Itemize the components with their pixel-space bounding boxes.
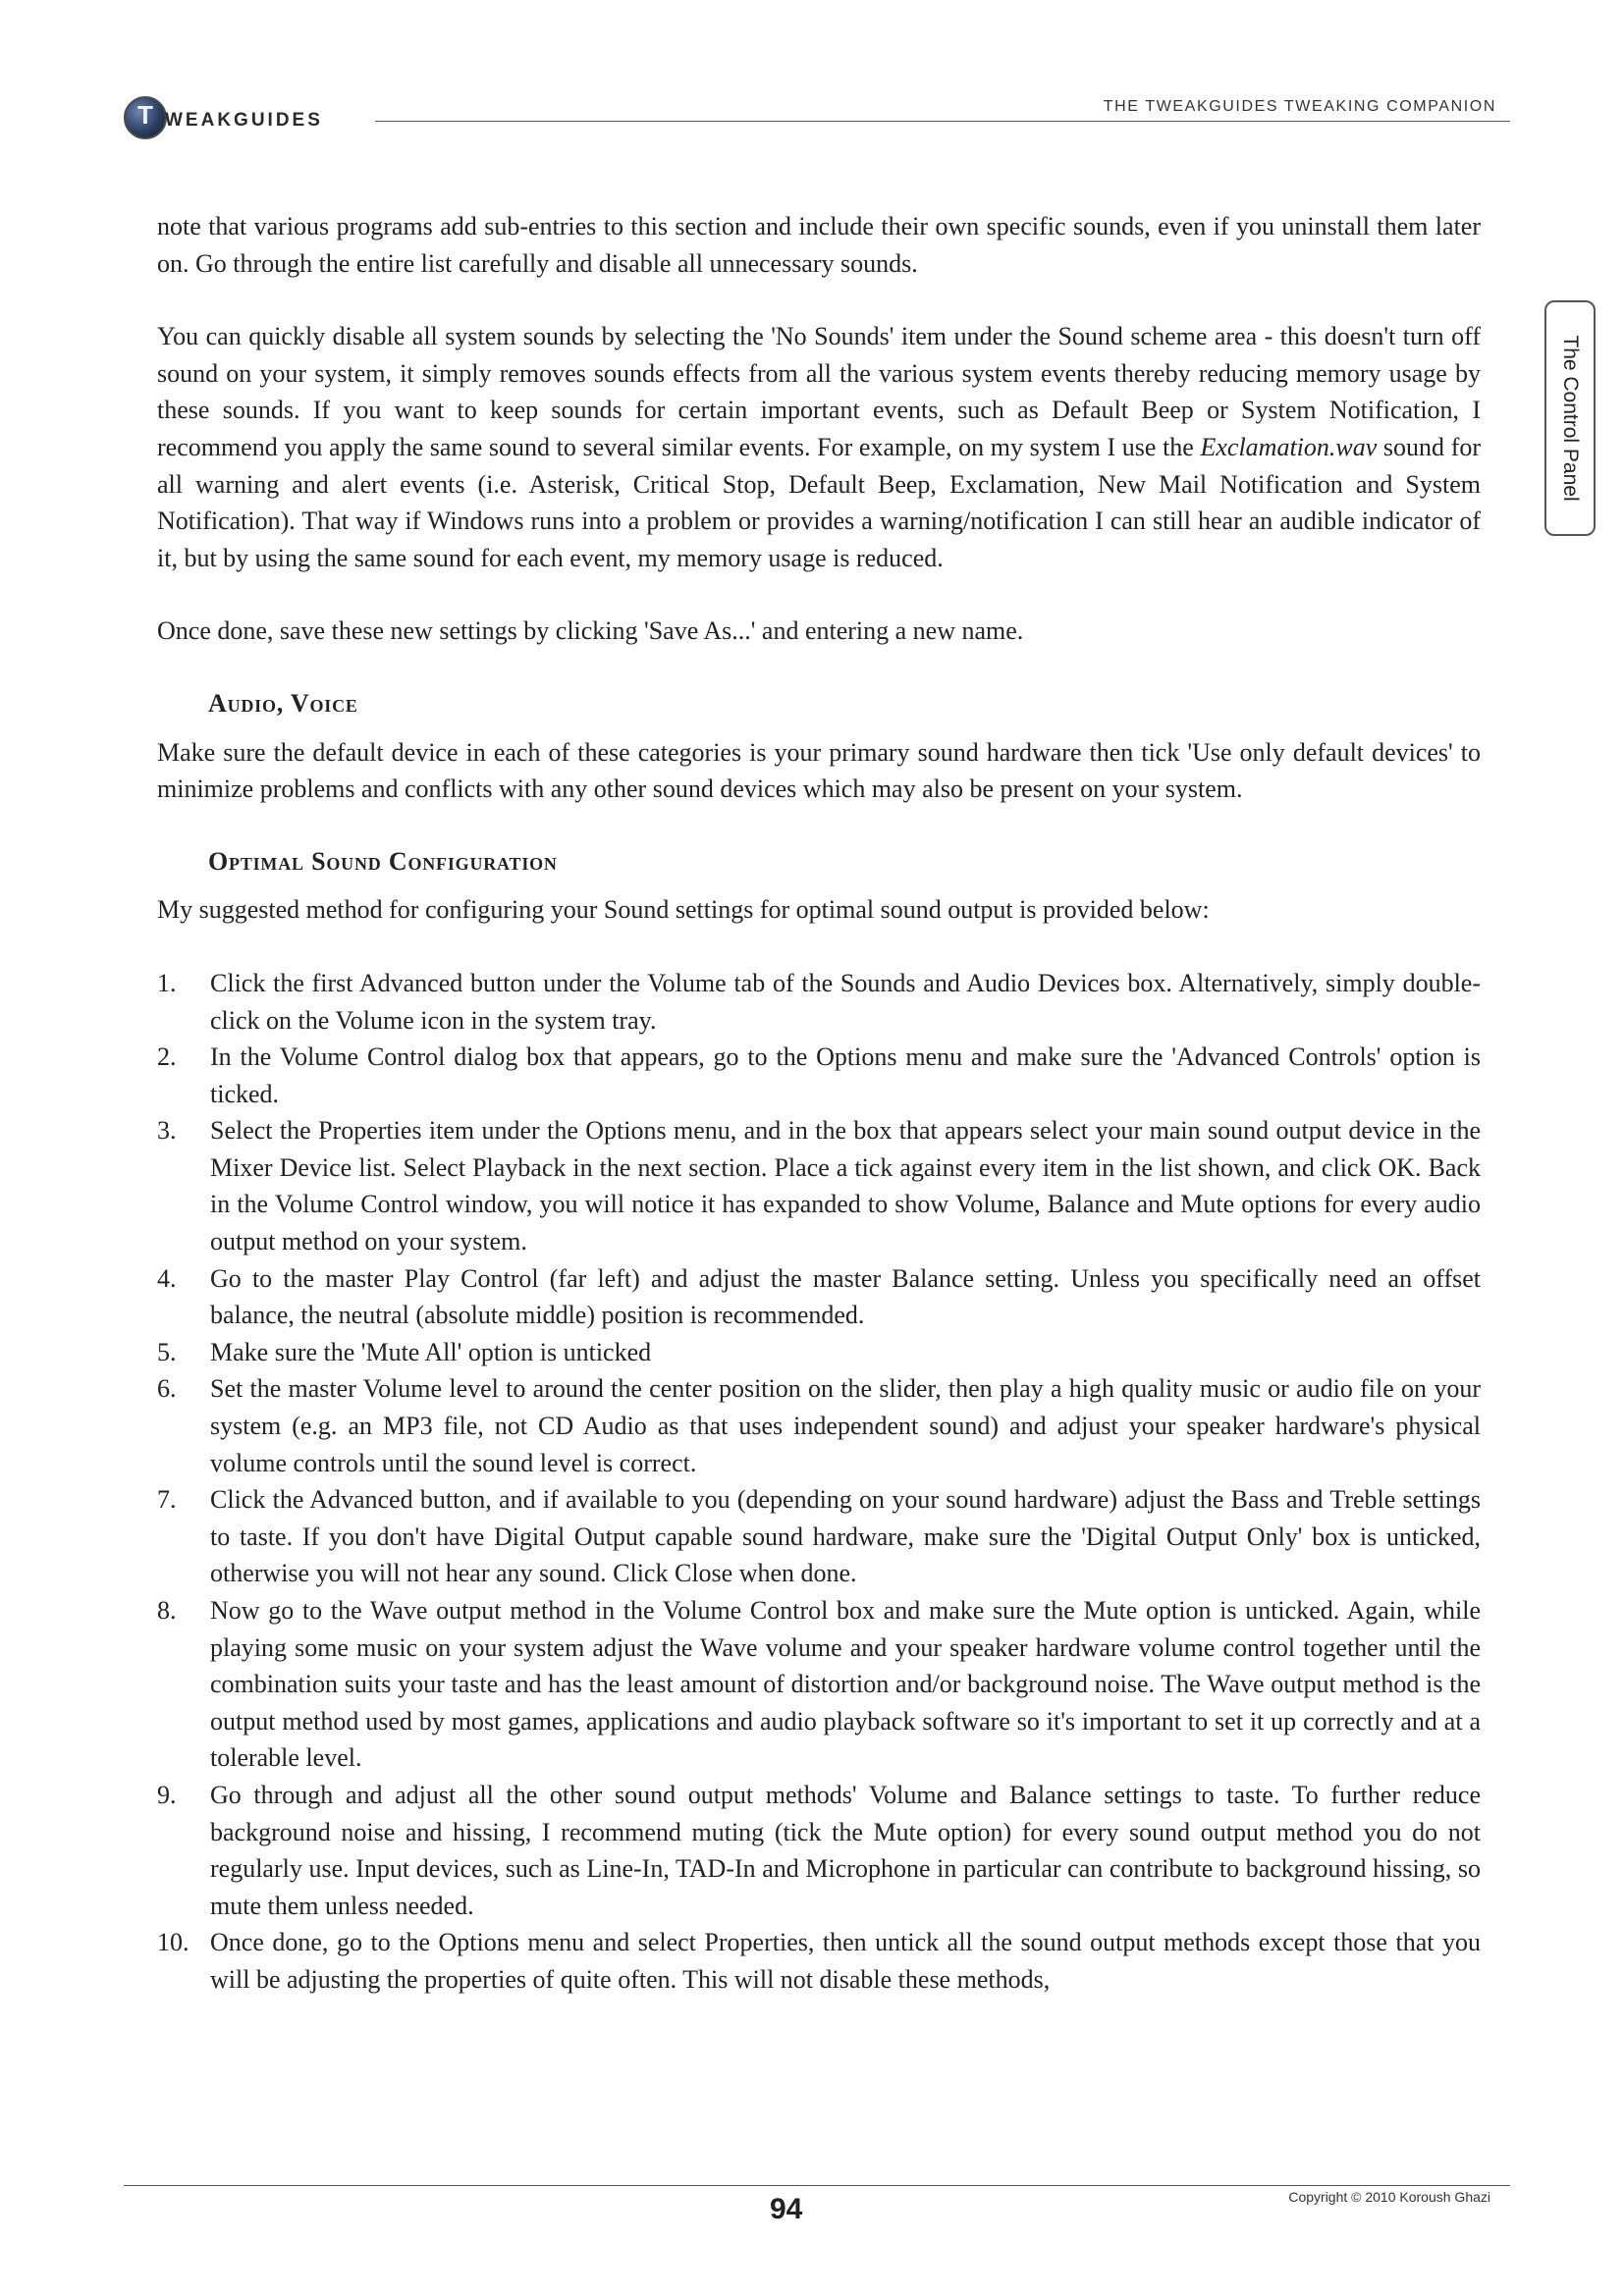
list-item-text: Once done, go to the Options menu and select Properties, then untick all the sound output methods except those that you will be adjusting the properties of quite often. This will not disable these methods, — [210, 1928, 1481, 1994]
list-item-number: 4. — [157, 1263, 177, 1293]
list-item-text: Click the Advanced button, and if available to you (depending on your sound hardware) adjust the Bass and Treble settings to taste. If you don't have Digital Output capable sound hardware, make sure the 'Digital Output Only' box is unticked, otherwise you will not hear any sound. Click Close when done. — [210, 1485, 1481, 1588]
footer-divider — [124, 2185, 1510, 2186]
paragraph: My suggested method for configuring your Sound settings for optimal sound output is provided below: — [157, 895, 1210, 925]
paragraph: Make sure the default device in each of these categories is your primary sound hardware then tick 'Use only default devices' to minimize problems and conflicts with any other sound devices which may also be present on your system. — [157, 737, 1481, 804]
list-item-text: Now go to the Wave output method in the Volume Control box and make sure the Mute option is unticked. Again, while playing some music on your system adjust the Wave volume and your speaker hardware volume control together until the combination suits your taste and has the least amount of distortion and/or background noise. The Wave output method is the output method used by most games, applications and audio playback software so it's important to set it up correctly and at a tolerable level. — [210, 1596, 1481, 1773]
page-header — [124, 94, 1510, 143]
page-content — [157, 208, 1481, 1999]
list-item-number: 10. — [157, 1928, 189, 1957]
section-heading-audio-voice: Audio, Voice — [208, 688, 358, 718]
header-title: THE TWEAKGUIDES TWEAKING COMPANION — [1103, 98, 1496, 115]
filename-italic: Exclamation.wav — [1200, 432, 1378, 461]
list-item — [157, 1334, 1481, 1371]
copyright-notice: Copyright © 2010 Koroush Ghazi — [1288, 2189, 1490, 2205]
list-item — [157, 1112, 1481, 1259]
section-side-tab — [1544, 300, 1596, 536]
page-number: 94 — [770, 2193, 803, 2225]
list-item-number: 5. — [157, 1337, 177, 1366]
tweakguides-logo — [124, 94, 359, 143]
list-item — [157, 1260, 1481, 1334]
list-item-text: Select the Properties item under the Options menu, and in the box that appears select your main sound output device in the Mixer Device list. Select Playback in the next section. Place a tick against every item in the list shown, and click OK. Back in the Volume Control window, you will notice it has expanded to show Volume, Balance and Mute options for every audio output method on your system. — [210, 1116, 1481, 1256]
list-item — [157, 965, 1481, 1039]
list-item-number: 8. — [157, 1596, 177, 1625]
list-item-text: Go to the master Play Control (far left) and adjust the master Balance setting. Unless you specifically need an offset balance, the neutral (absolute middle) position is recommended. — [210, 1263, 1481, 1330]
steps-list — [157, 965, 1481, 1999]
list-item-number: 1. — [157, 968, 177, 997]
list-item — [157, 1592, 1481, 1777]
side-tab-label: The Control Panel — [1559, 335, 1582, 502]
list-item — [157, 1777, 1481, 1924]
paragraph: note that various programs add sub-entries to this section and include their own specific sounds, even if you uninstall them later on. Go through the entire list carefully and disable all unnecessary sounds. — [157, 212, 1481, 278]
list-item-number: 6. — [157, 1374, 177, 1404]
logo-emblem-icon: T — [124, 96, 167, 139]
logo-text: WEAKGUIDES — [165, 110, 323, 131]
list-item-text: Click the first Advanced button under the Volume tab of the Sounds and Audio Devices box. Alternatively, simply double-click on the Volume icon in the system tray. — [210, 968, 1481, 1035]
list-item-text: Set the master Volume level to around the center position on the slider, then play a high quality music or audio file on your system (e.g. an MP3 file, not CD Audio as that uses independent sound) and adjust your speaker hardware's physical volume controls until the sound level is correct. — [210, 1374, 1481, 1477]
list-item — [157, 1370, 1481, 1481]
list-item-number: 2. — [157, 1042, 177, 1072]
header-divider — [375, 121, 1510, 122]
list-item-number: 3. — [157, 1116, 177, 1146]
list-item-number: 9. — [157, 1780, 177, 1809]
section-heading-optimal-sound: Optimal Sound Configuration — [208, 846, 558, 876]
list-item — [157, 1481, 1481, 1592]
list-item-number: 7. — [157, 1485, 177, 1515]
paragraph: Once done, save these new settings by clicking 'Save As...' and entering a new name. — [157, 616, 1024, 646]
list-item-text: In the Volume Control dialog box that appears, go to the Options menu and make sure the 'Advanced Controls' option is ticked. — [210, 1042, 1481, 1108]
list-item — [157, 1924, 1481, 1998]
list-item-text: Make sure the 'Mute All' option is unticked — [210, 1337, 652, 1366]
paragraph: You can quickly disable all system sounds by selecting the 'No Sounds' item under the Sound scheme area - this doesn't turn off sound on your system, it simply removes sounds effects from all the various system events thereby reducing memory usage by these sounds. If you want to keep sounds for certain important events, such as Default Beep or System Notification, I recommend you apply the same sound to several similar events. For example, on my system I use the Exclamation.wav sound for all warning and alert events (i.e. Asterisk, Critical Stop, Default Beep, Exclamation, New Mail Notification and System Notification). That way if Windows runs into a problem or provides a warning/notification I can still hear an audible indicator of it, but by using the same sound for each event, my memory usage is reduced. — [157, 322, 1482, 572]
list-item — [157, 1039, 1481, 1112]
list-item-text: Go through and adjust all the other sound output methods' Volume and Balance settings to taste. To further reduce background noise and hissing, I recommend muting (tick the Mute option) for every sound output method you do not regularly use. Input devices, such as Line-In, TAD-In and Microphone in particular can contribute to background hissing, so mute them unless needed. — [210, 1780, 1481, 1920]
